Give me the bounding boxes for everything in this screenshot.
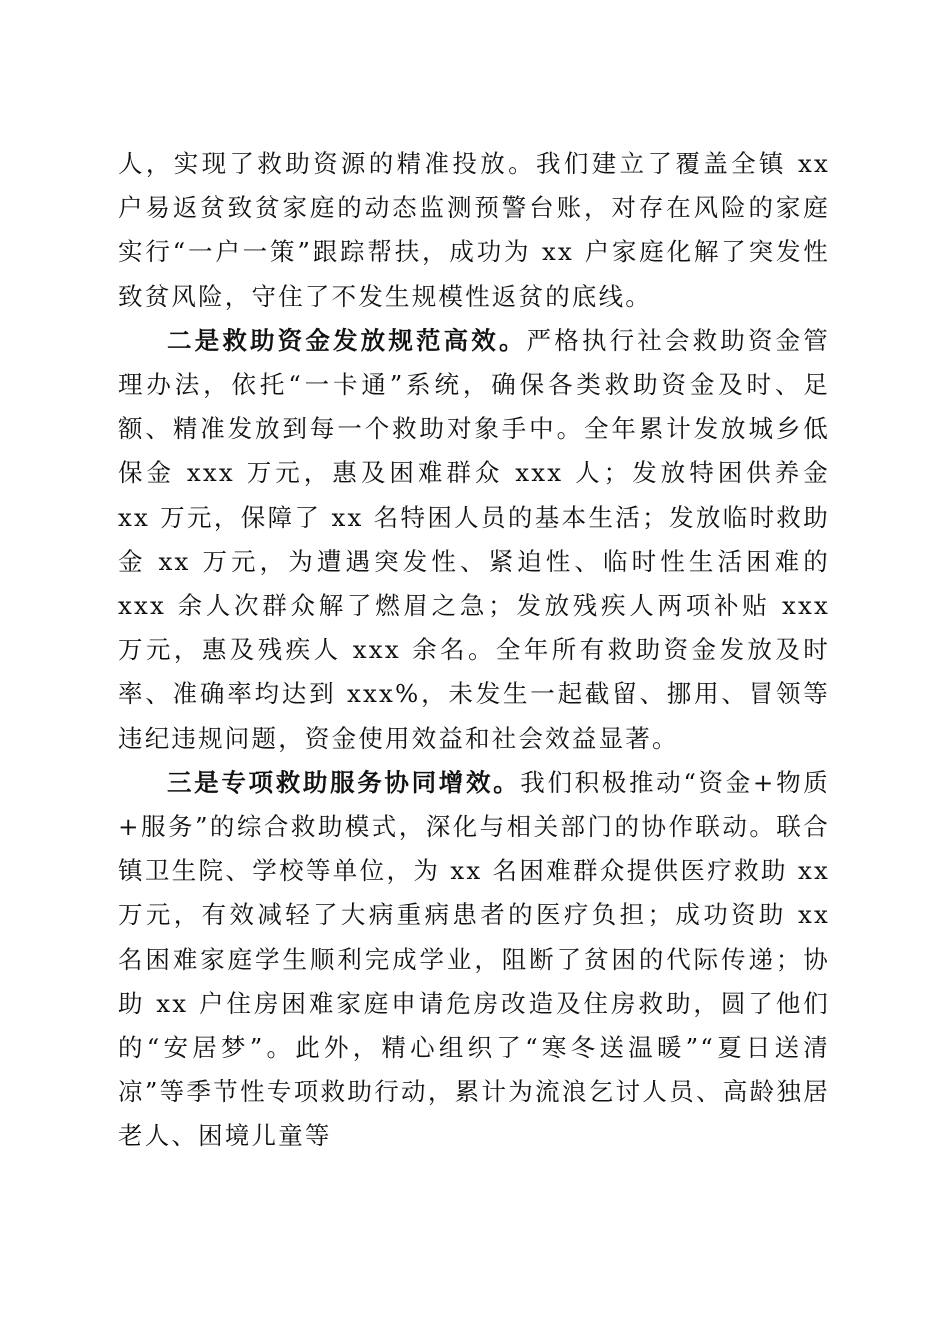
paragraph-special-assistance xyxy=(118,761,830,1159)
paragraph-heading: 三是专项救助服务协同增效。 xyxy=(167,767,521,797)
paragraph-heading: 二是救助资金发放规范高效。 xyxy=(167,325,527,355)
paragraph-text: 我们积极推动“资金+物质+服务”的综合救助模式，深化与相关部门的协作联动。联合镇卫生院、学校等单位，为 xx 名困难群众提供医疗救助 xx 万元，有效减轻了大病重病患者的医疗负担；成功资助 xx 名困难家庭学生顺利完成学业，阻断了贫困的代际传递；协助 xx 户住房困难家庭申请危房改造及住房救助，圆了他们的“安居梦”。此外，精心组织了“寒冬送温暖”“夏日送清凉”等季节性专项救助行动，累计为流浪乞讨人员、高龄独居老人、困境儿童等 xyxy=(118,767,830,1151)
paragraph-continuation xyxy=(118,142,830,319)
paragraph-text: 人，实现了救助资源的精准投放。我们建立了覆盖全镇 xx 户易返贫致贫家庭的动态监测预警台账，对存在风险的家庭实行“一户一策”跟踪帮扶，成功为 xx 户家庭化解了突发性致贫风险，守住了不发生规模性返贫的底线。 xyxy=(118,149,830,311)
paragraph-funding xyxy=(118,319,830,761)
document-body xyxy=(118,142,830,1159)
paragraph-text: 严格执行社会救助资金管理办法，依托“一卡通”系统，确保各类救助资金及时、足额、精准发放到每一个救助对象手中。全年累计发放城乡低保金 xxx 万元，惠及困难群众 xxx 人；发放特困供养金 xx 万元，保障了 xx 名特困人员的基本生活；发放临时救助金 xx 万元，为遭遇突发性、紧迫性、临时性生活困难的 xxx 余人次群众解了燃眉之急；发放残疾人两项补贴 xxx 万元，惠及残疾人 xxx 余名。全年所有救助资金发放及时率、准确率均达到 xxx%，未发生一起截留、挪用、冒领等违纪违规问题，资金使用效益和社会效益显著。 xyxy=(118,325,830,753)
